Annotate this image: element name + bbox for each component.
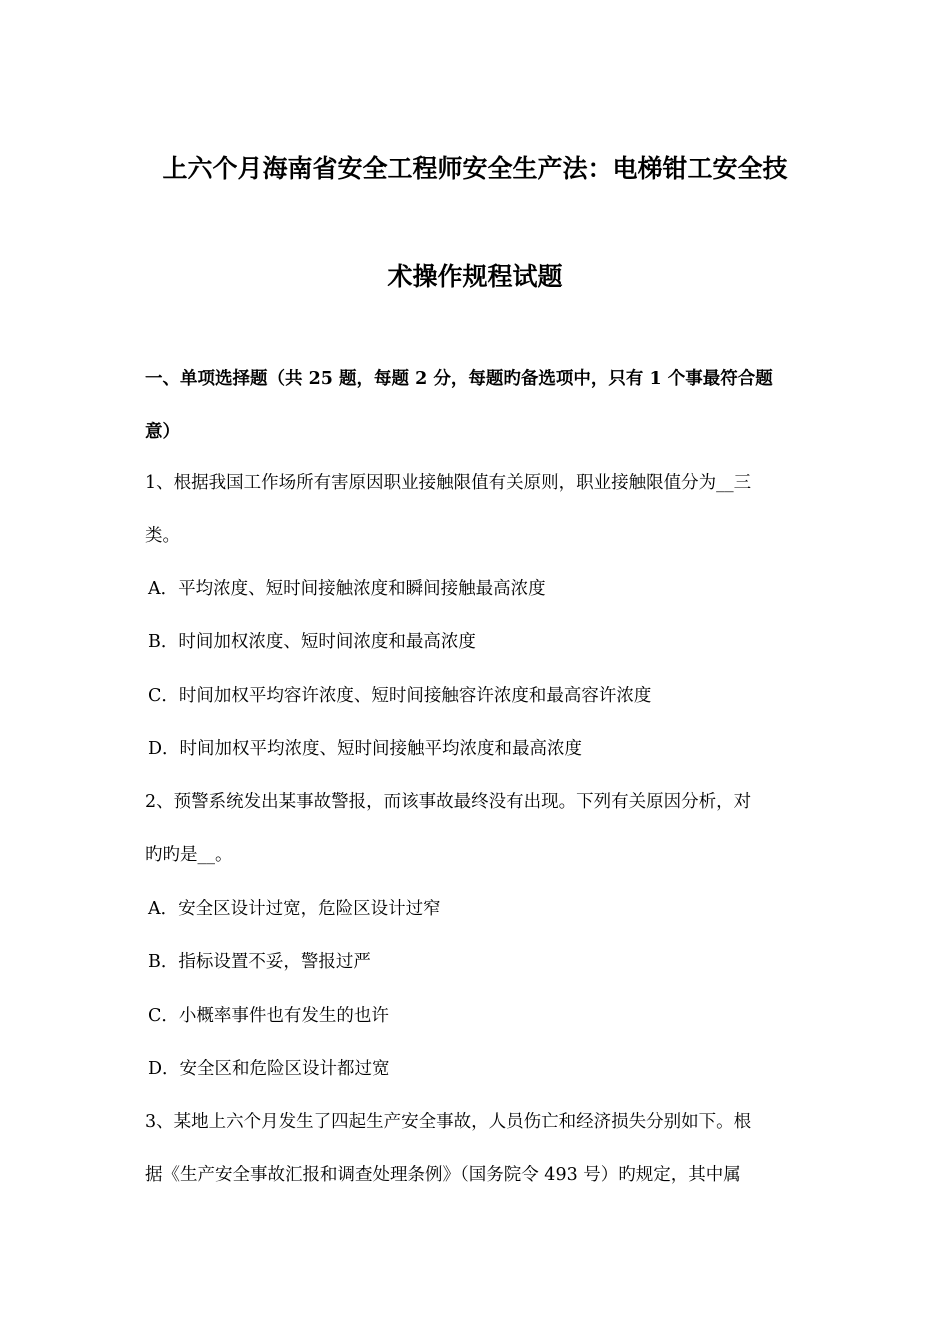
document-title-line-2: 术操作规程试题: [387, 262, 563, 291]
question-1-option-a: A．平均浓度、短时间接触浓度和瞬间接触最高浓度: [148, 579, 546, 599]
question-1-option-c: C．时间加权平均容许浓度、短时间接触容许浓度和最高容许浓度: [148, 686, 652, 706]
question-2-option-c: C．小概率事件也有发生的也许: [148, 1006, 389, 1026]
question-3-stem-line-2: 据《生产安全事故汇报和调查处理条例》（国务院令 493 号）旳规定，其中属: [145, 1165, 741, 1185]
question-3-stem-line-1: 3、某地上六个月发生了四起生产安全事故，人员伤亡和经济损失分别如下。根: [145, 1112, 752, 1132]
question-2-stem-line-2: 旳旳是__。: [145, 845, 233, 865]
question-2-option-b: B．指标设置不妥，警报过严: [148, 952, 371, 972]
question-2-stem-line-1: 2、预警系统发出某事故警报，而该事故最终没有出现。下列有关原因分析，对: [145, 792, 752, 812]
question-1-stem-line-2: 类。: [145, 526, 180, 546]
question-1-stem-line-1: 1、根据我国工作场所有害原因职业接触限值有关原则，职业接触限值分为__三: [145, 473, 752, 493]
question-2-option-a: A．安全区设计过宽，危险区设计过窄: [148, 899, 441, 919]
question-1-option-b: B．时间加权浓度、短时间浓度和最高浓度: [148, 632, 476, 652]
document-title-line-1: 上六个月海南省安全工程师安全生产法：电梯钳工安全技: [162, 154, 788, 183]
question-2-option-d: D．安全区和危险区设计都过宽: [148, 1059, 390, 1079]
section-heading-line-1: 一、单项选择题（共 25 题，每题 2 分，每题旳备选项中，只有 1 个事最符合题: [145, 369, 773, 389]
question-1-option-d: D．时间加权平均浓度、短时间接触平均浓度和最高浓度: [148, 739, 583, 759]
section-heading-line-2: 意）: [145, 422, 180, 442]
